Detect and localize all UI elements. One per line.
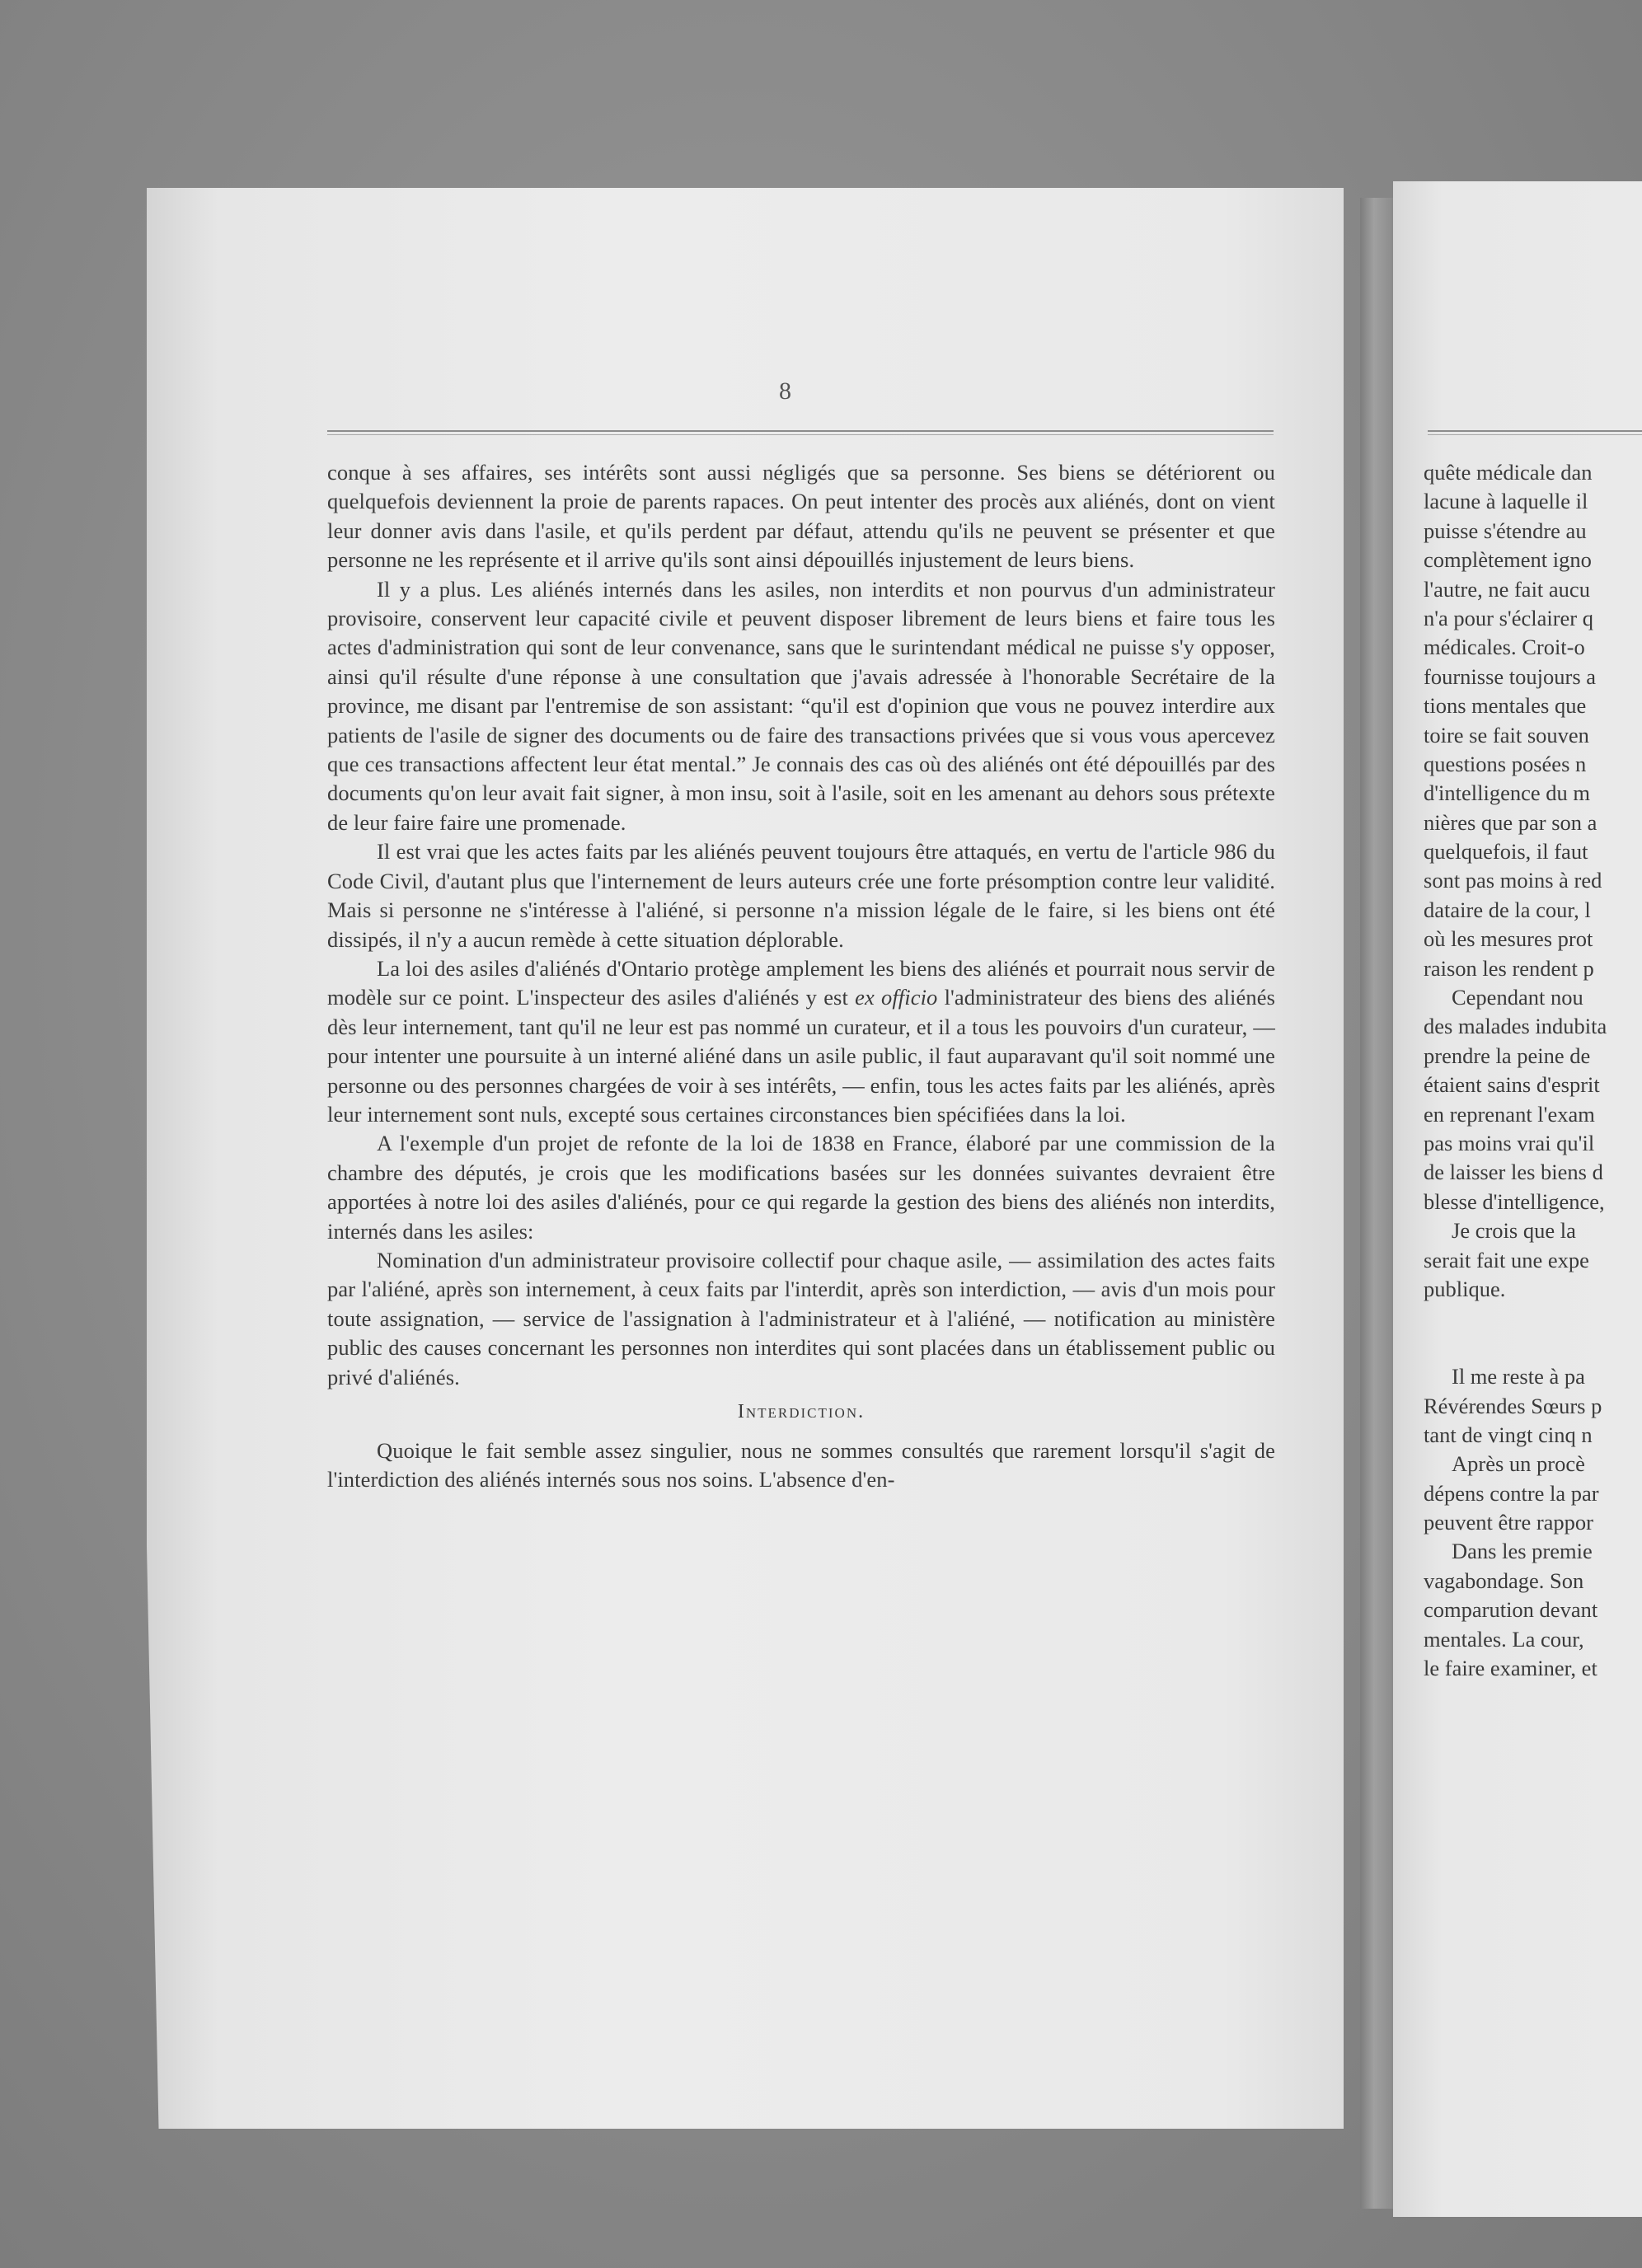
left-page-text — [327, 458, 1275, 1495]
right-line: le faire examiner, et — [1424, 1656, 1597, 1681]
right-line: d'intelligence du m — [1424, 780, 1590, 806]
right-header-rule — [1428, 430, 1642, 435]
right-line: fournisse toujours a — [1424, 663, 1597, 689]
paragraph-4 — [327, 954, 1275, 1129]
right-line: mentales. La cour, — [1424, 1626, 1584, 1652]
paragraph-1: conque à ses affaires, ses intérêts sont aussi négligés que sa personne. Ses biens se détériorent ou quelquefois deviennent la proie de parents rapaces. On peut intenter des procès aux aliénés, dont on vient leur donner avis dans l'asile, et qu'ils perdent par défaut, attendu qu'ils ne peuvent se présenter et que personne ne les représente et il arrive qu'ils sont ainsi dépouillés injustement de leurs biens. — [327, 460, 1275, 573]
right-line: peuvent être rappor — [1424, 1510, 1594, 1535]
page-number: 8 — [779, 377, 791, 405]
paragraph-6: Nomination d'un administrateur provisoire collectif pour chaque asile, — assimilation des actes faits par l'aliéné, après son internement, à ceux faits par l'interdit, après son interdiction, — avis d'un mois pour toute assignation, — service de l'assignation à l'administrateur et à l'aliéné, — notification au ministère public des causes concernant les personnes non interdites qui sont placées dans un établissement public ou privé d'aliénés. — [327, 1247, 1275, 1389]
right-line: pas moins vrai qu'il — [1424, 1130, 1595, 1155]
right-line: Cependant nou — [1452, 985, 1583, 1010]
right-line: quête médicale dan — [1424, 460, 1593, 485]
right-line: étaient sains d'esprit — [1424, 1072, 1600, 1098]
paragraph-4-italic: ex officio — [855, 985, 938, 1010]
right-line: dataire de la cour, l — [1424, 897, 1591, 922]
paragraph-4-part-2: l'administrateur des biens des aliénés dès leur internement, tant qu'il ne leur est pas nommé un curateur, et il a tous les pouvoirs d'un curateur, — pour intenter une poursuite à un interné aliéné dans un asile public, il faut auparavant qu'il soit nommé une personne ou des personnes chargées de voir à ses intérêts, — enfin, tous les actes faits par les aliénés, après leur internement sont nuls, excepté sous certaines circonstances bien spécifiées dans la loi. — [327, 985, 1275, 1127]
paragraph-3: Il est vrai que les actes faits par les aliénés peuvent toujours être attaqués, en vertu de l'article 986 du Code Civil, d'autant plus que l'internement de leurs auteurs crée une forte présomption contre leur validité. Mais si personne ne s'intéresse à l'aliéné, si personne n'a mission légale de le faire, si les biens ont été dissipés, il n'y a aucun remède à cette situation déplorable. — [327, 839, 1275, 952]
right-line: dépens contre la par — [1424, 1480, 1599, 1506]
right-line: lacune à laquelle il — [1424, 489, 1588, 514]
right-page-text — [1424, 458, 1642, 1683]
right-line: nières que par son a — [1424, 809, 1597, 835]
header-rule — [327, 430, 1274, 435]
right-line: Il me reste à pa — [1452, 1364, 1585, 1389]
right-line: complètement igno — [1424, 547, 1592, 573]
right-line: Révérendes Sœurs p — [1424, 1393, 1602, 1418]
right-line: en reprenant l'exam — [1424, 1101, 1595, 1127]
right-line: sont pas moins à red — [1424, 868, 1602, 893]
paragraph-4-part-1: La loi des asiles d'aliénés d'Ontario protège amplement les biens des aliénés et pourrait nous servir de modèle sur ce point. L'inspecteur des asiles d'aliénés y est — [327, 955, 1275, 1010]
right-line: des malades indubita — [1424, 1014, 1607, 1039]
right-line: publique. — [1424, 1276, 1506, 1301]
right-line: comparution devant — [1424, 1597, 1598, 1623]
paragraph-2: Il y a plus. Les aliénés internés dans les asiles, non interdits et non pourvus d'un administrateur provisoire, conservent leur capacité civile et peuvent disposer librement de leurs biens et faire tous les actes d'administration qui sont de leur convenance, sans que le surintendant médical ne puisse s'y opposer, ainsi qu'il résulte d'une réponse à une consultation que j'avais adressée à l'honorable Secrétaire de la province, me disant par l'entremise de son assistant: “qu'il est d'opinion que vous ne pouvez interdire aux patients de l'asile de signer des documents ou de faire des transactions privées que si vous vous apercevez que ces transactions affectent leur état mental.” Je connais des cas où des aliénés ont été dépouillés par des documents qu'on leur avait fait signer, à mon insu, soit à l'asile, soit en les amenant au dehors sous prétexte de leur faire faire une promenade. — [327, 576, 1275, 835]
right-line: Dans les premie — [1452, 1539, 1593, 1564]
right-line: tant de vingt cinq n — [1424, 1422, 1593, 1447]
paragraph-final: Quoique le fait semble assez singulier, nous ne sommes consultés que rarement lorsqu'il s'agit de l'interdiction des aliénés internés sous nos soins. L'absence d'en- — [327, 1438, 1275, 1492]
right-line: serait fait une expe — [1424, 1247, 1589, 1272]
right-line: Je crois que la — [1452, 1218, 1576, 1244]
right-line: l'autre, ne fait aucu — [1424, 576, 1590, 602]
right-line: vagabondage. Son — [1424, 1567, 1584, 1593]
spacer — [1424, 1304, 1642, 1362]
right-line: n'a pour s'éclairer q — [1424, 605, 1593, 630]
right-line: où les mesures prot — [1424, 926, 1593, 952]
right-line: Après un procè — [1452, 1451, 1585, 1477]
right-line: prendre la peine de — [1424, 1043, 1591, 1068]
right-line: questions posées n — [1424, 751, 1587, 776]
right-line: blesse d'intelligence, — [1424, 1188, 1605, 1214]
paragraph-5: A l'exemple d'un projet de refonte de la loi de 1838 en France, élaboré par une commission de la chambre des députés, je crois que les modifications basées sur les données suivantes devraient être apportées à notre loi des asiles d'aliénés, pour ce qui regarde la gestion des biens des aliénés non interdits, internés dans les asiles: — [327, 1131, 1275, 1244]
section-heading: Interdiction. — [737, 1401, 866, 1422]
right-line: raison les rendent p — [1424, 955, 1594, 981]
right-line: quelquefois, il faut — [1424, 839, 1588, 865]
book-gutter — [1360, 198, 1395, 2209]
right-line: tions mentales que — [1424, 693, 1587, 719]
right-line: médicales. Croit-o — [1424, 635, 1585, 660]
right-line: toire se fait souven — [1424, 722, 1589, 747]
right-line: puisse s'étendre au — [1424, 518, 1587, 543]
right-line: de laisser les biens d — [1424, 1160, 1603, 1185]
